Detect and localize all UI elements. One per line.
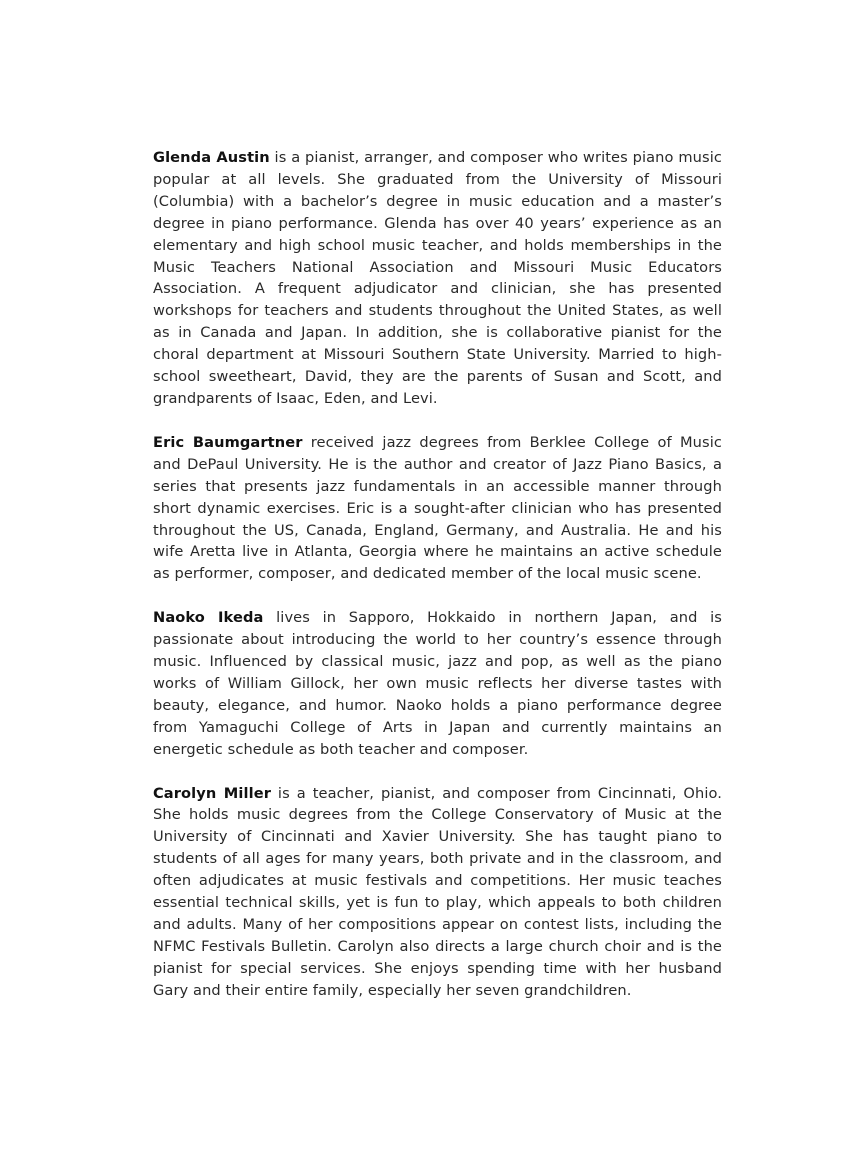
bio-text: lives in Sapporo, Hokkaido in northern Japan, and is passionate about introducing the world to her country’s essence through music. Influenced by classical music, jazz and pop, as well as the piano works of William Gillock, her own music reflects her diverse tastes with beauty, elegance, and humor. Naoko holds a piano performance degree from Yamaguchi College of Arts in Japan and currently maintains an energetic schedule as both teacher and composer. xyxy=(153,609,722,758)
bio-name: Glenda Austin xyxy=(153,149,270,166)
bio-name: Naoko Ikeda xyxy=(153,609,264,627)
bio-text: is a teacher, pianist, and composer from Cincinnati, Ohio. She holds music degrees from the College Conservatory of Music at the University of Cincinnati and Xavier University. She has taught piano to students of all ages for many years, both private and in the classroom, and often adjudicates at music festivals and competitions. Her music teaches essential technical skills, yet is fun to play, which appeals to both children and adults. Many of her compositions appear on contest lists, including the NFMC Festivals Bulletin. Carolyn also directs a large church choir and is the pianist for special services. She enjoys spending time with her husband Gary and their entire family, especially her seven grandchildren. xyxy=(153,784,722,999)
bio-paragraph-glenda-austin xyxy=(153,147,722,410)
bio-text: is a pianist, arranger, and composer who writes piano music popular at all levels. She graduated from the University of Missouri (Columbia) with a bachelor’s degree in music education and a master’s degree in piano performance. Glenda has over 40 years’ experience as an elementary and high school music teacher, and holds memberships in the Music Teachers National Association and Missouri Music Educators Association. A frequent adjudicator and clinician, she has presented workshops for teachers and students throughout the United States, as well as in Canada and Japan. In addition, she is collaborative pianist for the choral department at Missouri Southern State University. Married to high-school sweetheart, David, they are the parents of Susan and Scott, and grandparents of Isaac, Eden, and Levi. xyxy=(153,149,723,407)
bio-paragraph-carolyn-miller xyxy=(153,783,722,1002)
bio-page xyxy=(153,147,722,1024)
bio-paragraph-eric-baumgartner xyxy=(153,432,722,585)
bio-name: Carolyn Miller xyxy=(153,784,271,802)
bio-paragraph-naoko-ikeda xyxy=(153,607,722,760)
bio-text: received jazz degrees from Berklee College of Music and DePaul University. He is the author and creator of Jazz Piano Basics, a series that presents jazz fundamentals in an accessible manner through short dynamic exercises. Eric is a sought-after clinician who has presented throughout the US, Canada, England, Germany, and Australia. He and his wife Aretta live in Atlanta, Georgia where he maintains an active schedule as performer, composer, and dedicated member of the local music scene. xyxy=(153,433,722,583)
bio-name: Eric Baumgartner xyxy=(153,433,303,451)
